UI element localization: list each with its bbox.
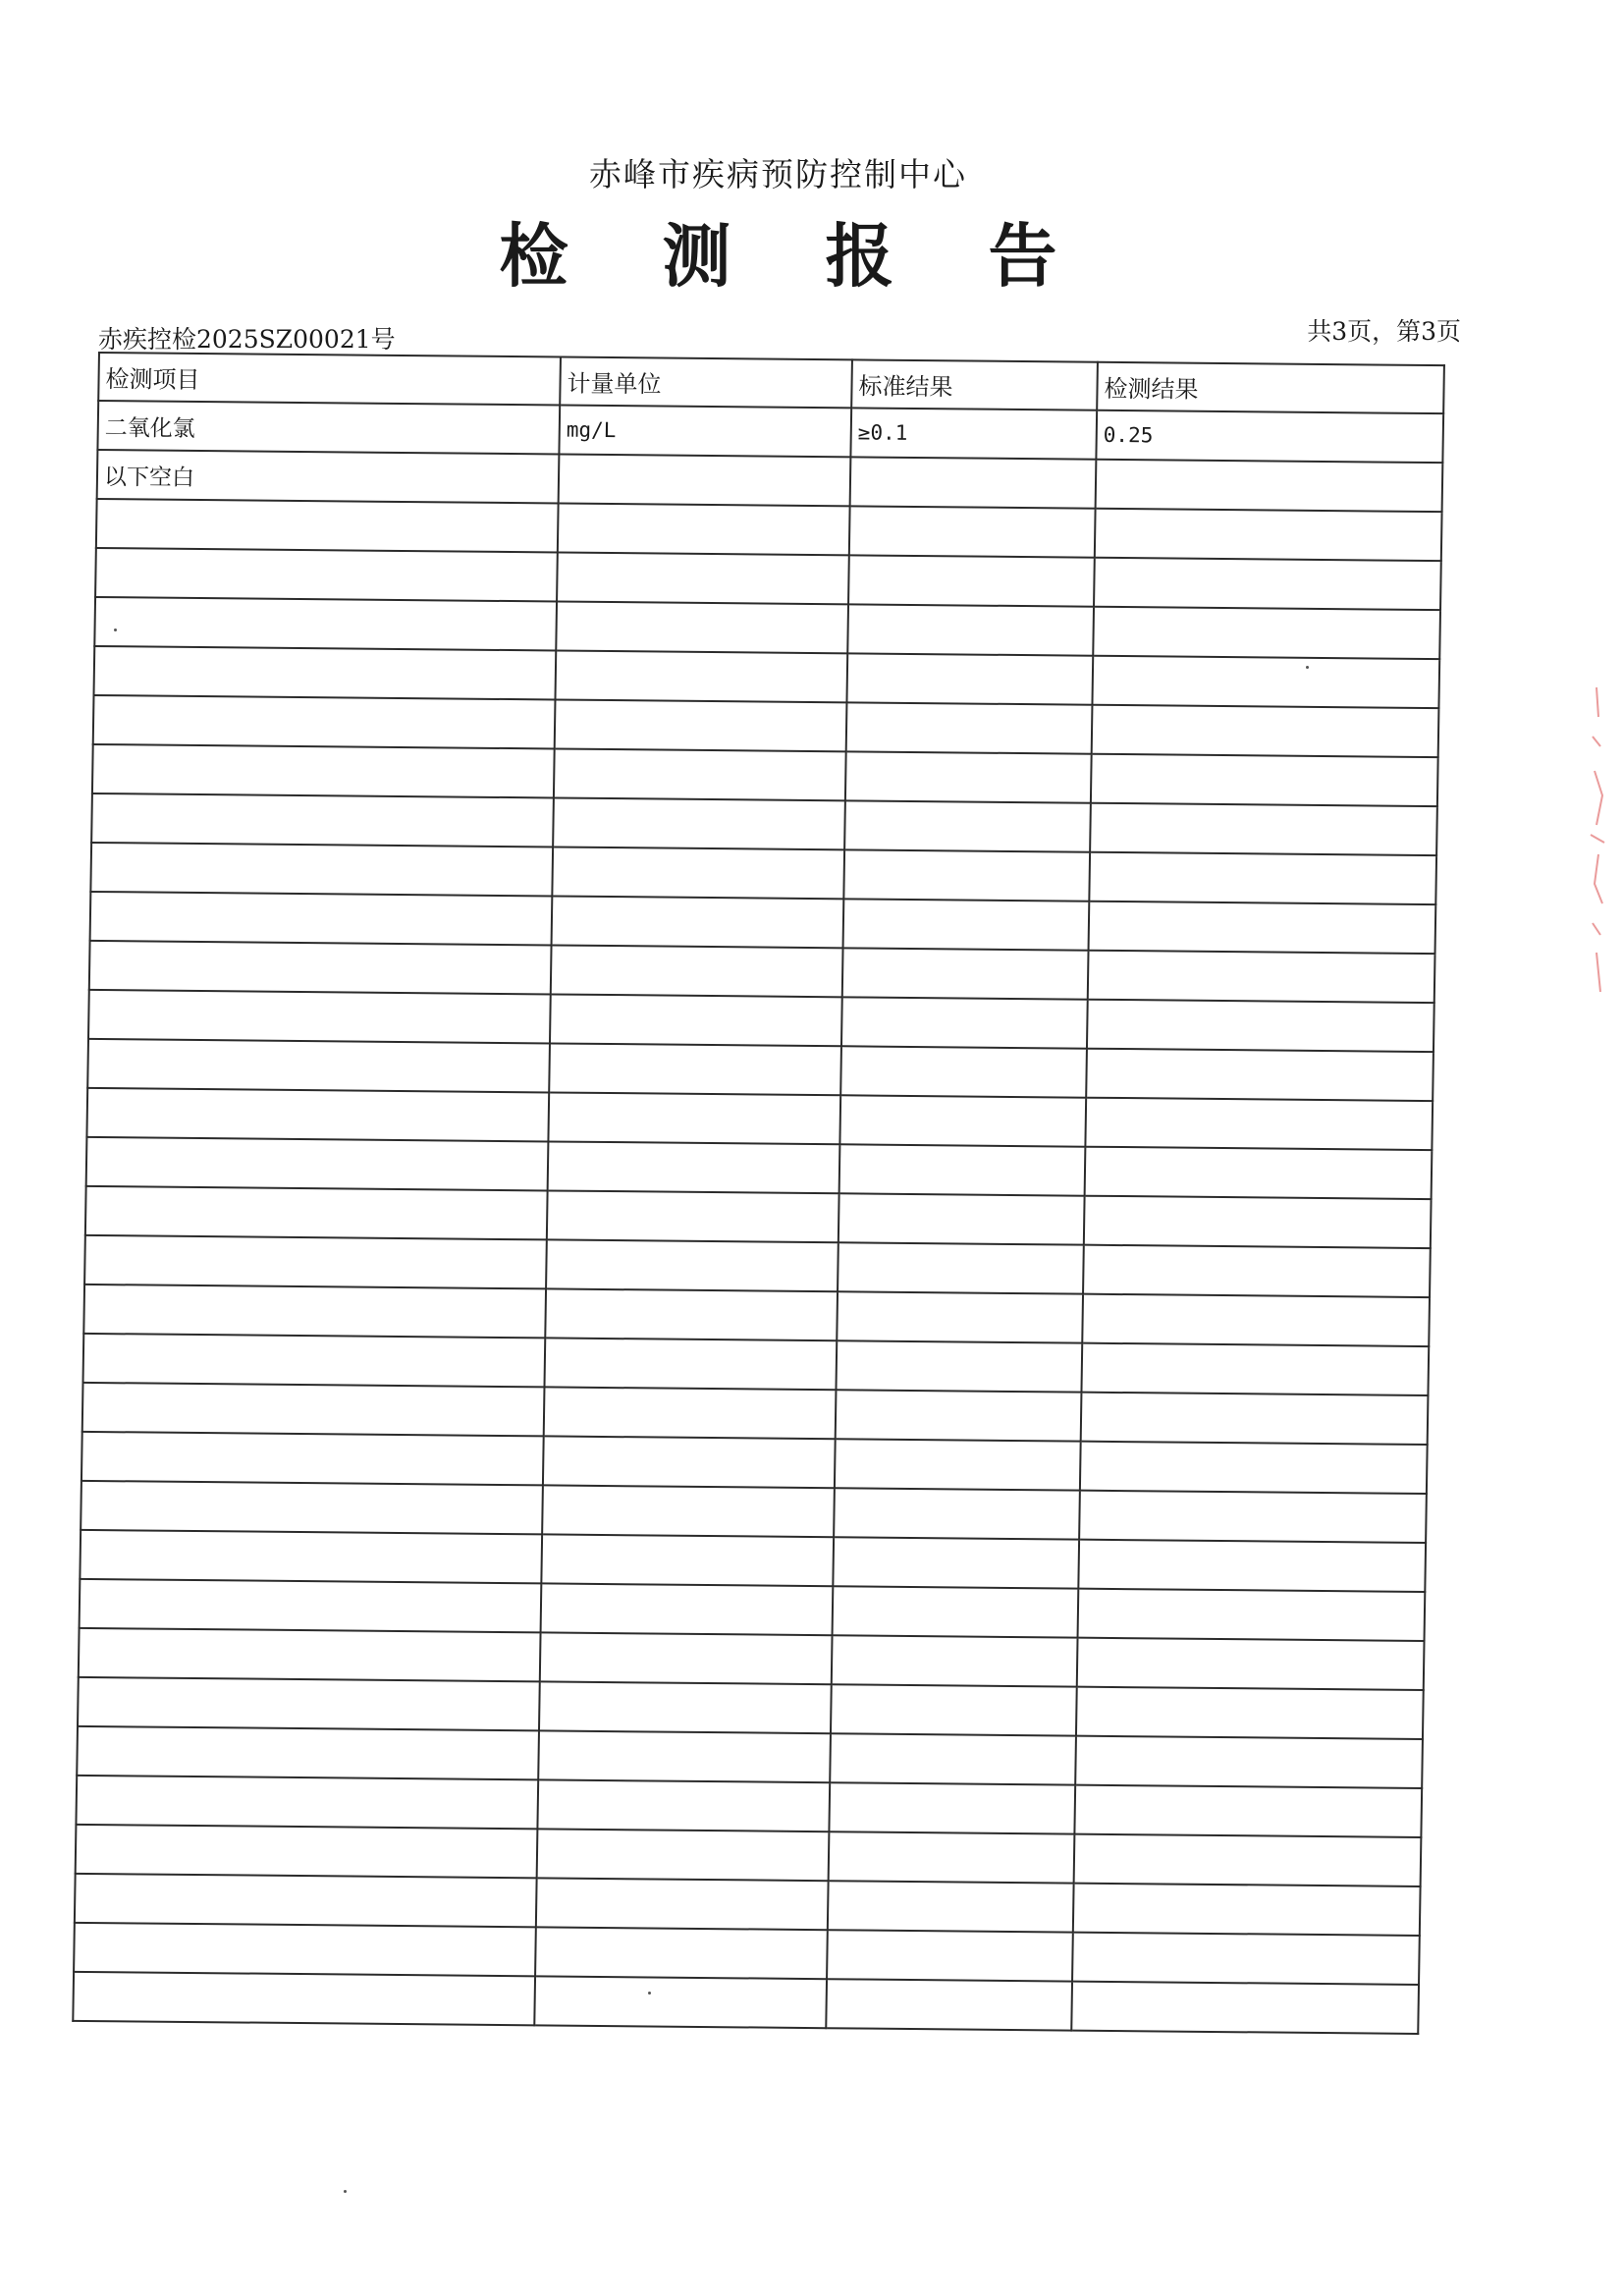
empty-cell <box>1085 1147 1433 1199</box>
empty-cell <box>78 1677 540 1731</box>
empty-cell <box>546 1239 839 1291</box>
scan-speck <box>1306 666 1309 669</box>
empty-cell <box>843 899 1090 950</box>
empty-cell <box>838 1242 1084 1293</box>
page-info: 共3页，第3页 <box>1307 317 1461 346</box>
empty-cell <box>846 702 1093 753</box>
empty-cell <box>1081 1393 1429 1445</box>
empty-cell <box>74 1923 536 1977</box>
empty-cell <box>552 896 844 948</box>
empty-cell <box>836 1340 1082 1392</box>
cell-result: 0.25 <box>1096 410 1443 463</box>
empty-cell <box>1084 1196 1432 1248</box>
empty-cell <box>1085 1098 1433 1150</box>
empty-cell <box>1077 1638 1425 1690</box>
empty-cell <box>1072 1933 1420 1985</box>
empty-cell <box>1080 1442 1428 1494</box>
empty-cell <box>845 751 1092 802</box>
empty-cell <box>83 1334 546 1388</box>
empty-cell <box>95 548 558 602</box>
empty-cell <box>1081 1343 1429 1395</box>
empty-cell <box>839 1095 1086 1146</box>
empty-cell <box>88 990 551 1044</box>
scan-speck <box>114 629 117 631</box>
empty-cell <box>1087 1000 1434 1052</box>
empty-cell <box>831 1684 1077 1735</box>
empty-cell <box>849 506 1096 557</box>
cell-standard: ≥0.1 <box>850 408 1097 459</box>
empty-cell <box>94 597 557 651</box>
cell-unit: mg/L <box>559 406 851 458</box>
empty-cell <box>534 1976 827 2028</box>
results-table-container <box>71 352 1473 2114</box>
empty-cell <box>841 997 1088 1048</box>
empty-cell <box>839 1144 1086 1195</box>
empty-cell <box>847 604 1094 655</box>
empty-cell <box>94 646 557 700</box>
empty-cell <box>555 699 847 751</box>
empty-cell <box>1095 509 1442 561</box>
empty-cell <box>90 892 553 946</box>
empty-cell <box>541 1534 834 1586</box>
empty-cell <box>85 1186 548 1240</box>
empty-cell <box>1076 1687 1424 1739</box>
empty-cell <box>555 650 847 702</box>
table-body <box>73 401 1443 2034</box>
empty-cell <box>553 797 845 849</box>
empty-cell <box>835 1439 1081 1490</box>
empty-cell <box>535 1927 828 1979</box>
column-header-standard: 标准结果 <box>851 359 1098 410</box>
empty-cell <box>829 1782 1075 1833</box>
empty-cell <box>1074 1785 1422 1837</box>
empty-cell <box>1091 754 1438 806</box>
empty-cell <box>833 1537 1079 1588</box>
empty-cell <box>1075 1736 1423 1788</box>
empty-cell <box>87 1039 550 1093</box>
empty-cell <box>826 1979 1072 2030</box>
empty-cell <box>81 1432 544 1486</box>
empty-cell <box>844 800 1091 851</box>
empty-cell <box>548 1092 840 1144</box>
empty-cell <box>1074 1834 1422 1886</box>
empty-cell <box>837 1291 1083 1342</box>
empty-cell <box>549 1043 841 1095</box>
empty-cell <box>86 1137 549 1191</box>
seal-stamp-edge <box>1589 678 1623 1011</box>
empty-cell <box>536 1878 829 1930</box>
empty-cell <box>544 1387 837 1439</box>
empty-cell <box>827 1930 1073 1981</box>
empty-cell <box>83 1285 546 1339</box>
empty-cell <box>557 553 849 605</box>
empty-cell <box>1079 1491 1427 1543</box>
empty-cell <box>1089 852 1436 904</box>
empty-cell <box>1078 1540 1426 1592</box>
empty-cell <box>541 1583 834 1635</box>
empty-cell <box>547 1190 839 1242</box>
empty-cell <box>89 941 552 995</box>
empty-cell <box>77 1726 539 1780</box>
empty-cell <box>1083 1245 1431 1297</box>
empty-cell <box>1078 1589 1426 1641</box>
empty-cell <box>1082 1294 1430 1346</box>
column-header-result: 检测结果 <box>1097 362 1444 413</box>
empty-cell <box>840 1046 1087 1097</box>
empty-cell <box>836 1390 1082 1441</box>
empty-cell <box>1089 902 1436 954</box>
cell-item: 二氧化氯 <box>97 401 560 455</box>
empty-cell <box>834 1488 1080 1539</box>
empty-cell <box>1092 656 1439 708</box>
empty-cell <box>832 1635 1078 1686</box>
empty-cell <box>79 1628 541 1682</box>
empty-cell <box>82 1383 545 1437</box>
empty-cell <box>556 601 848 653</box>
org-name: 赤峰市疾病预防控制中心 <box>589 155 967 193</box>
empty-cell <box>93 695 556 749</box>
empty-cell <box>1090 803 1437 855</box>
cell-item: 以下空白 <box>97 450 560 504</box>
empty-cell <box>552 847 844 899</box>
empty-cell <box>96 499 559 553</box>
empty-cell <box>829 1831 1075 1883</box>
empty-cell <box>545 1288 838 1340</box>
empty-cell <box>1092 705 1439 757</box>
empty-cell <box>542 1485 835 1537</box>
empty-cell <box>543 1436 836 1488</box>
empty-cell <box>839 1193 1085 1244</box>
column-header-item: 检测项目 <box>98 353 561 406</box>
empty-cell <box>81 1481 543 1535</box>
empty-cell <box>1094 558 1441 610</box>
empty-cell <box>539 1681 832 1733</box>
empty-cell <box>86 1088 549 1142</box>
empty-cell <box>828 1881 1074 1932</box>
empty-cell <box>550 994 842 1046</box>
empty-cell <box>848 555 1095 606</box>
empty-cell <box>91 793 554 847</box>
empty-cell <box>84 1235 547 1289</box>
empty-cell <box>843 849 1090 901</box>
column-header-unit: 计量单位 <box>560 357 852 409</box>
empty-cell <box>80 1579 542 1633</box>
empty-cell <box>1086 1049 1434 1101</box>
results-table <box>72 352 1445 2035</box>
empty-cell <box>551 945 843 997</box>
empty-cell <box>1073 1884 1421 1936</box>
document-title: 检测报告 <box>499 215 1152 297</box>
empty-cell <box>1093 607 1440 659</box>
empty-cell <box>538 1730 831 1782</box>
empty-cell <box>540 1632 833 1684</box>
empty-cell <box>554 748 846 800</box>
empty-cell <box>1088 951 1435 1003</box>
empty-cell <box>842 948 1089 999</box>
empty-cell <box>73 1972 535 2026</box>
empty-cell <box>76 1776 538 1830</box>
empty-cell <box>1071 1982 1419 2034</box>
empty-cell <box>537 1779 830 1831</box>
empty-cell <box>90 843 553 897</box>
empty-cell <box>548 1141 840 1193</box>
cell-result <box>1096 460 1443 512</box>
scan-speck <box>648 1992 651 1995</box>
empty-cell <box>75 1874 537 1928</box>
cell-standard <box>850 457 1097 508</box>
cell-unit <box>559 455 851 507</box>
scan-speck <box>344 2190 347 2193</box>
empty-cell <box>558 504 850 556</box>
empty-cell <box>830 1733 1076 1784</box>
empty-cell <box>833 1586 1079 1637</box>
empty-cell <box>92 744 555 798</box>
empty-cell <box>537 1829 830 1881</box>
empty-cell <box>76 1825 538 1879</box>
empty-cell <box>544 1338 837 1390</box>
empty-cell <box>846 653 1093 704</box>
empty-cell <box>80 1530 542 1584</box>
report-number: 赤疾控检2025SZ00021号 <box>98 325 396 354</box>
